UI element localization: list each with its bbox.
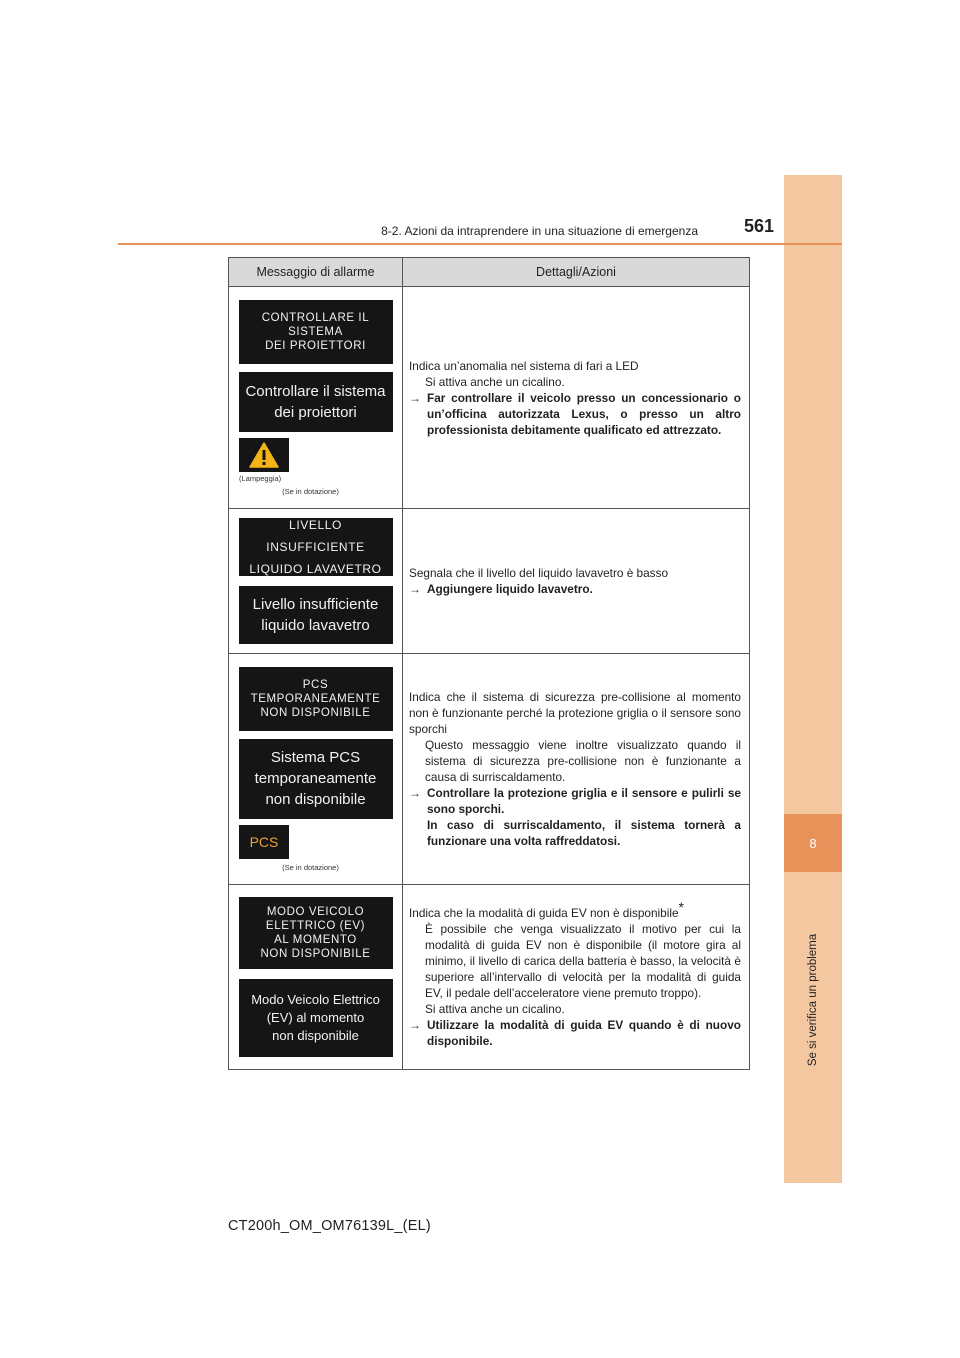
chapter-title-vertical: Se si verifica un problema: [807, 933, 819, 1067]
equipment-note: (Se in dotazione): [282, 486, 339, 496]
warning-messages-table: [228, 257, 750, 1070]
details-cell: [403, 885, 750, 1070]
arrow-right-icon: →: [409, 582, 421, 596]
action-line: [409, 581, 741, 597]
action-line: [409, 785, 741, 849]
extra-info-text: Si attiva anche un cicalino.: [425, 1002, 565, 1016]
details-cell: [403, 287, 750, 509]
description-text: Segnala che il livello del liquido lavavetro è basso: [409, 566, 669, 580]
table-row: [229, 287, 750, 509]
action-text: Controllare la protezione griglia e il sensore e pulirli se sono sporchi. In caso di surriscaldamento, il sistema tornerà a funzionare una volta raffreddatosi.: [427, 786, 741, 848]
column-header-message: Messaggio di allarme: [229, 258, 403, 287]
section-title: 8-2. Azioni da intraprendere in una situazione di emergenza: [381, 224, 698, 238]
extra-info-text: È possibile che venga visualizzato il motivo per cui la modalità di guida EV non è disponibile (il motore gira al minimo, il livello di carica della batteria è basso, la velocità è superiore all’intervallo di velocità per la modalità di guida EV, il pedale dell’acceleratore viene premuto troppo).: [425, 922, 741, 1000]
column-header-details: Dettagli/Azioni: [403, 258, 750, 287]
action-line: [409, 1017, 741, 1049]
pcs-indicator: [239, 825, 402, 859]
action-line: [409, 390, 741, 438]
icon-caption: (Lampeggia): [239, 473, 282, 483]
chapter-number-tab: 8: [784, 814, 842, 872]
description-text: Indica che il sistema di sicurezza pre-collisione al momento non è funzionante perché la protezione griglia o il sensore sono sporchi: [409, 690, 741, 736]
table-row: [229, 885, 750, 1070]
warning-indicator: [239, 438, 402, 483]
description-text: Indica un’anomalia nel sistema di fari a LED: [409, 358, 639, 373]
arrow-right-icon: →: [409, 1018, 421, 1032]
table-header-row: [229, 258, 750, 287]
display-caps-message: PCS TEMPORANEAMENTE NON DISPONIBILE: [239, 667, 393, 731]
details-cell: [403, 654, 750, 885]
footnote-mark: *: [678, 899, 684, 916]
table-row: [229, 509, 750, 654]
display-message: Modo Veicolo Elettrico (EV) al momento non disponibile: [239, 979, 393, 1057]
display-message: Controllare il sistema dei proiettori: [239, 372, 393, 432]
details-cell: [403, 509, 750, 654]
message-cell: [229, 885, 403, 1070]
message-cell: [229, 654, 403, 885]
display-message: Livello insufficiente liquido lavavetro: [239, 586, 393, 644]
warning-triangle-icon: [239, 438, 289, 472]
extra-info-text: Si attiva anche un cicalino.: [425, 374, 565, 389]
page-number: 561: [744, 216, 775, 236]
pcs-indicator-icon: PCS: [239, 825, 289, 859]
message-cell: [229, 509, 403, 654]
action-text: Far controllare il veicolo presso un concessionario o un’officina autorizzata Lexus, o presso un altro professionista debitamente qualificato ed attrezzato.: [427, 390, 741, 437]
message-cell: [229, 287, 403, 509]
document-code: CT200h_OM_OM76139L_(EL): [228, 1218, 431, 1234]
description-text: Indica che la modalità di guida EV non è disponibile*: [409, 899, 684, 920]
display-caps-message: MODO VEICOLO ELETTRICO (EV) AL MOMENTO NON DISPONIBILE: [239, 897, 393, 969]
display-caps-message: LIVELLO INSUFFICIENTE LIQUIDO LAVAVETRO: [239, 518, 393, 576]
header-rule: [118, 243, 842, 245]
extra-info-text: Questo messaggio viene inoltre visualizzato quando il sistema di sicurezza pre-collisione non è funzionante a causa di surriscaldamento.: [425, 738, 741, 784]
table-row: [229, 654, 750, 885]
equipment-note: (Se in dotazione): [282, 862, 339, 872]
arrow-right-icon: →: [409, 390, 421, 405]
display-caps-message: CONTROLLARE IL SISTEMA DEI PROIETTORI: [239, 300, 393, 364]
action-text: Utilizzare la modalità di guida EV quando è di nuovo disponibile.: [427, 1018, 741, 1048]
display-message: Sistema PCS temporaneamente non disponibile: [239, 739, 393, 819]
action-text: Aggiungere liquido lavavetro.: [427, 582, 593, 596]
arrow-right-icon: →: [409, 786, 421, 800]
